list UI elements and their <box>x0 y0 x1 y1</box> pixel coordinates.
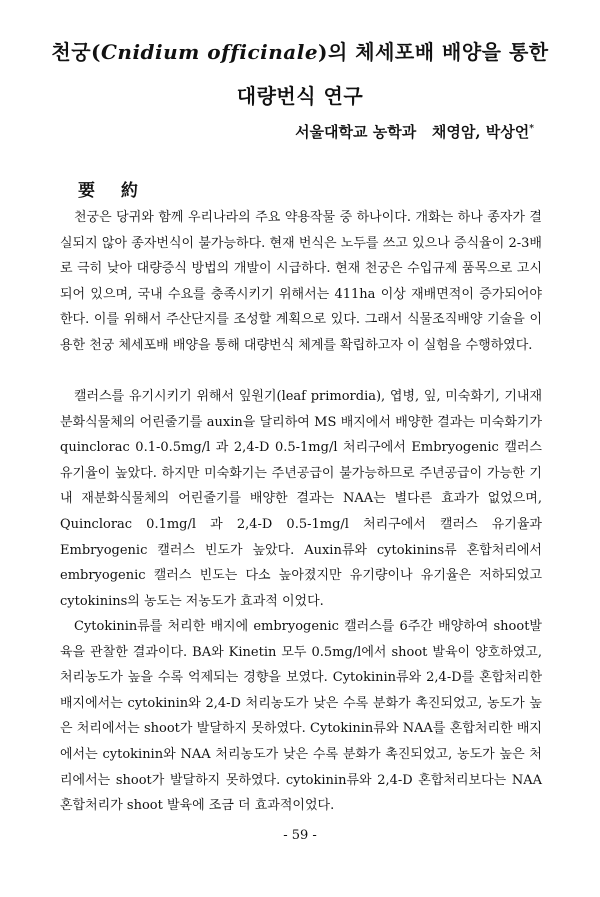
title-prefix: 천궁( <box>51 40 101 64</box>
author-footnote-mark: * <box>529 124 534 134</box>
abstract-paragraph-2: 캘러스를 유기시키기 위해서 잎원기(leaf primordia), 엽병, 잎, 미숙화기, 기내재분화식물체의 어린줄기를 auxin을 달리하여 MS 배지에서 배양한 결과는 미숙화기가 quinclorac 0.1-0.5mg/l 과 2,4-D 0.5-1mg/l 처리구에서 Embryogenic 캘러스 유기율이 높았다. 하지만 미숙화기는 주년공급이 불가능하므로 주년공급이 가능한 기내 재분화식물체의 어린줄기를 배양한 결과는 NAA는 별다른 효과가 없었으며, Quinclorac 0.1mg/l 과 2,4-D 0.5-1mg/l 처리구에서 캘러스 유기율과 Embryogenic 캘러스 빈도가 높았다. Auxin류와 cytokinins류 혼합처리에서 embryogenic 캘러스 빈도는 다소 높아졌지만 유기량이나 유기율은 저하되었고 cytokinins의 농도는 저농도가 효과적 이었다. <box>60 389 542 609</box>
page-number: - 59 - <box>283 828 317 843</box>
author-names: 채영암, 박상언 <box>431 123 530 141</box>
paper-title-line-1 <box>0 36 600 65</box>
title-scientific-name: Cnidium officinale <box>101 40 319 64</box>
abstract-paragraph-3: Cytokinin류를 처리한 배지에 embryogenic 캘러스를 6주간 배양하여 shoot발육을 관찰한 결과이다. BA와 Kinetin 모두 0.5mg/l에서 shoot 발육이 양호하였고, 처리농도가 높을 수록 억제되는 경향을 보였다. Cytokinin류와 2,4-D를 혼합처리한 배지에서는 cytokinin와 2,4-D 처리농도가 낮은 수록 분화가 촉진되었고, 농도가 높은 처리에서는 shoot가 발달하지 못하였다. Cytokinin류와 NAA를 혼합처리한 배지에서는 cytokinin와 NAA 처리농도가 낮은 수록 분화가 촉진되었고, 농도가 높은 처리에서는 shoot가 발달하지 못하였다. cytokinin류와 2,4-D 혼합처리보다는 NAA혼합처리가 shoot 발육에 조금 더 효과적이었다. <box>60 619 542 814</box>
author-affiliation: 서울대학교 농학과 <box>295 123 417 141</box>
title-suffix: )의 체세포배 배양을 통한 <box>318 40 549 64</box>
author-line <box>295 121 534 142</box>
abstract-heading: 要 約 <box>78 181 148 201</box>
abstract-paragraph-1: 천궁은 당귀와 함께 우리나라의 주요 약용작물 중 하나이다. 개화는 하나 종자가 결실되지 않아 종자번식이 불가능하다. 현재 번식은 노두를 쓰고 있으나 증식율이 2-3배로 극히 낮아 대량증식 방법의 개발이 시급하다. 현재 천궁은 수입규제 품목으로 고시되어 있으며, 국내 수요를 충족시키기 위해서는 411ha 이상 재배면적이 증가되어야 한다. 이를 위해서 주산단지를 조성할 계획으로 있다. 그래서 식물조직배양 기술을 이용한 천궁 체세포배 배양을 통해 대량번식 체계를 확립하고자 이 실험을 수행하였다. <box>60 210 542 353</box>
paper-title-line-2: 대량번식 연구 <box>236 84 364 108</box>
